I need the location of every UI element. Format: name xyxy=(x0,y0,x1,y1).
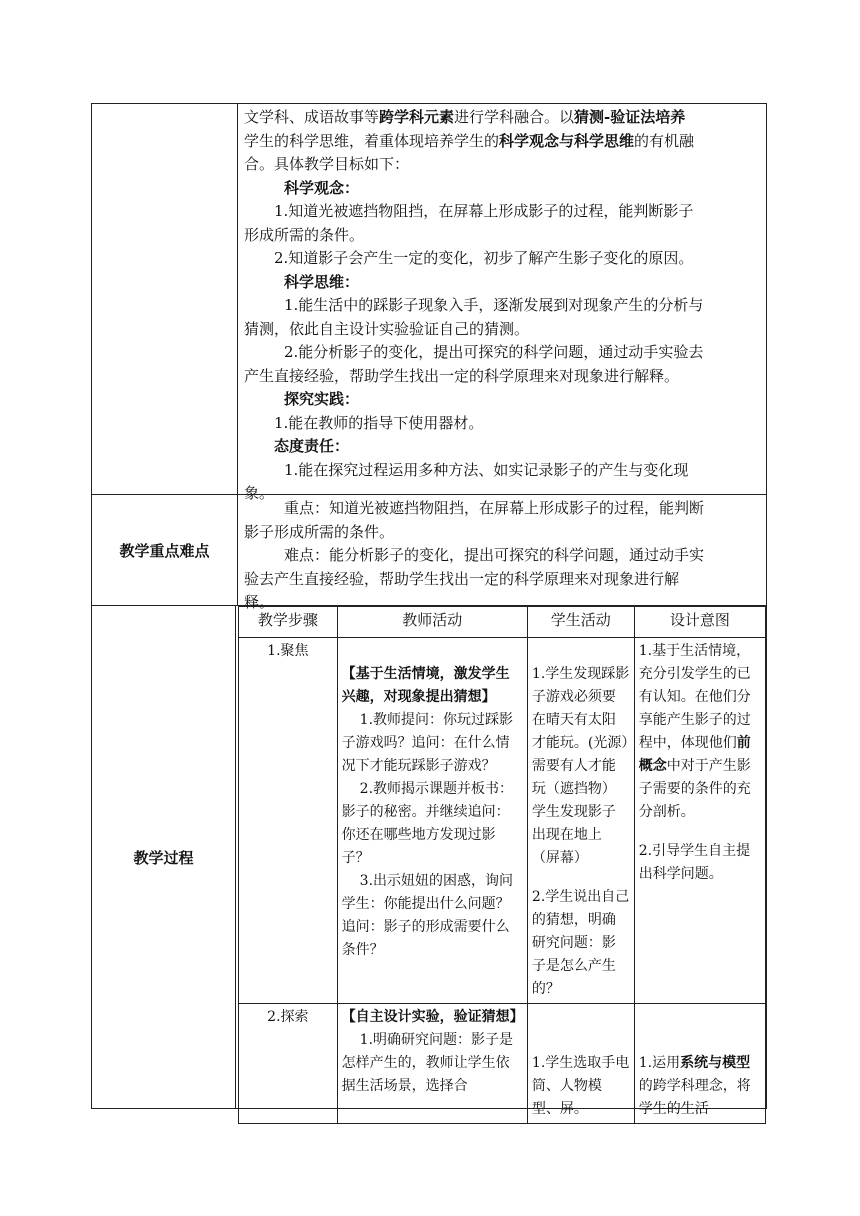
teacher-focus-1: 1.教师提问：你玩过踩影子游戏吗？追问：在什么情况下才能玩踩影子游戏？ xyxy=(341,712,514,774)
concept-1b: 形成所需的条件。 xyxy=(244,225,365,244)
objectives-line-2 xyxy=(244,130,760,154)
intent-focus xyxy=(634,638,765,1004)
thinking-2a: 2.能分析影子的变化，提出可探究的科学问题，通过动手实验去 xyxy=(284,343,704,361)
bold-text: 猜测-验证法培养 xyxy=(574,108,686,126)
process-row-focus xyxy=(239,638,766,1004)
teaching-process-content xyxy=(236,606,766,1117)
student-explore xyxy=(527,1004,634,1124)
teaching-process-row xyxy=(92,605,766,1117)
intent-explore-1 xyxy=(639,1052,761,1121)
text: 1.运用 xyxy=(638,1055,681,1071)
text: 进行学科融合。以 xyxy=(454,108,575,126)
teacher-focus-3: 3.出示妞妞的困惑，询问学生：你能提出什么问题？追问：影子的形成需要什么条件？ xyxy=(341,873,514,958)
attitude-1a: 1.能在探究过程运用多种方法、如实记录影子的产生与变化现 xyxy=(284,460,689,479)
teaching-process-label: 教学过程 xyxy=(92,606,236,1108)
text: 学生的科学思维，着重体现培养学生的 xyxy=(244,131,500,150)
bold-text: 科学观念与科学思维 xyxy=(499,131,635,150)
difficulty-c: 释。 xyxy=(244,593,275,611)
teacher-explore-1: 1.明确研究问题：影子是怎样产生的，教师让学生依据生活场景，选择合 xyxy=(341,1032,514,1094)
header-intent: 设计意图 xyxy=(634,607,765,638)
step-focus: 1.聚焦 xyxy=(239,638,338,1004)
text: 的有机融 xyxy=(634,131,695,150)
teacher-focus-2: 2.教师揭示课题并板书：影子的秘密。并继续追问：你还在哪些地方发现过影子？ xyxy=(341,781,514,866)
concept-2: 2.知道影子会产生一定的变化，初步了解产生影子变化的原因。 xyxy=(274,249,694,267)
header-step: 教学步骤 xyxy=(239,607,338,638)
student-explore-1: 1.学生选取手电筒、人物模型、屏。 xyxy=(531,1055,630,1117)
key-point-a: 重点：知道光被遮挡物阻挡，在屏幕上形成影子的过程，能判断 xyxy=(284,499,705,517)
bold-text: 系统与模型 xyxy=(680,1055,751,1071)
difficulty-b: 验去产生直接经验，帮助学生找出一定的科学原理来对现象进行解 xyxy=(244,569,680,588)
concept-1a: 1.知道光被遮挡物阻挡，在屏幕上形成影子的过程，能判断影子 xyxy=(274,202,694,220)
bold-text: 跨学科元素 xyxy=(379,108,455,126)
attitude-1b: 象。 xyxy=(244,484,275,502)
difficulty-a: 难点：能分析影子的变化，提出可探究的科学问题，通过动手实 xyxy=(284,546,705,564)
heading-concept: 科学观念： xyxy=(284,178,360,197)
student-focus xyxy=(527,638,634,1004)
key-difficulty-label: 教学重点难点 xyxy=(92,495,238,605)
text: 中对于产生影子需要的条件的充分剖析。 xyxy=(638,758,751,820)
objectives-line-1 xyxy=(244,106,760,130)
objectives-line-3: 合。具体教学目标如下： xyxy=(244,155,410,173)
process-header-row xyxy=(239,607,766,638)
thinking-2b: 产生直接经验，帮助学生找出一定的科学原理来对现象进行解释。 xyxy=(244,366,680,385)
lesson-plan-table xyxy=(91,103,767,1117)
text: 1.基于生活情境，充分引发学生的已有认知。在他们分享能产生影子的过程中，体现他们 xyxy=(638,643,751,751)
step-explore: 2.探索 xyxy=(239,1004,338,1124)
teacher-focus xyxy=(337,638,527,1004)
student-focus-1: 1.学生发现踩影子游戏必须要在晴天有太阳才能玩。(光源）需要有人才能玩（遮挡物）学生发现影子出现在地上（屏幕） xyxy=(531,666,630,866)
thinking-1b: 猜测，依此自主设计实验验证自己的猜测。 xyxy=(244,319,530,338)
intent-explore xyxy=(634,1004,765,1124)
teacher-explore-title: 【自主设计实验，验证猜想】 xyxy=(341,1009,524,1025)
intent-focus-2: 2.引导学生自主提出科学问题。 xyxy=(638,843,751,882)
process-row-explore xyxy=(239,1004,766,1124)
key-difficulty-content xyxy=(238,495,766,611)
text: 的跨学科理念，将学生的生活 xyxy=(638,1078,751,1117)
key-point-b: 影子形成所需的条件。 xyxy=(244,522,395,541)
intent-focus-1 xyxy=(639,640,761,824)
teacher-focus-title: 【基于生活情境，激发学生兴趣，对现象提出猜想】 xyxy=(341,666,510,705)
objectives-row xyxy=(92,104,766,502)
thinking-1a: 1.能生活中的踩影子现象入手，逐渐发展到对现象产生的分析与 xyxy=(284,296,704,314)
practice-1: 1.能在教师的指导下使用器材。 xyxy=(274,413,484,432)
bold-text: 前概念 xyxy=(638,735,751,774)
heading-thinking: 科学思维： xyxy=(284,272,360,291)
objectives-label-cell xyxy=(92,104,238,494)
objectives-content xyxy=(238,104,766,502)
student-focus-2: 2.学生说出自己的猜想，明确研究问题：影子是怎么产生的？ xyxy=(531,889,630,997)
header-teacher: 教师活动 xyxy=(337,607,527,638)
text: 文学科、成语故事等 xyxy=(244,108,380,126)
heading-attitude: 态度责任： xyxy=(274,437,350,455)
key-difficulty-row xyxy=(92,494,766,611)
header-student: 学生活动 xyxy=(527,607,634,638)
teacher-explore xyxy=(337,1004,527,1124)
process-table xyxy=(238,606,766,1124)
heading-practice: 探究实践： xyxy=(284,390,360,408)
